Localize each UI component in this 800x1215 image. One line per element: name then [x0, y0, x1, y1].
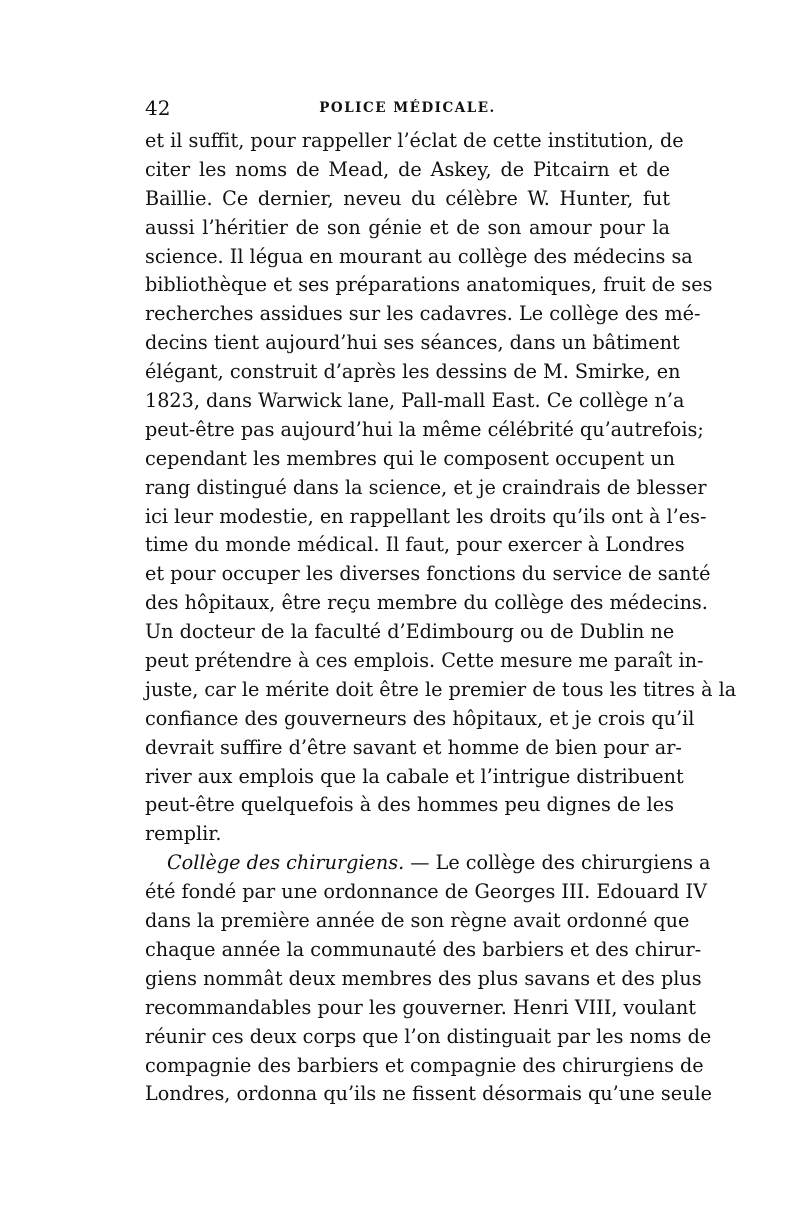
section-heading: Collège des chirurgiens. — [167, 851, 405, 875]
text-line: des hôpitaux, être reçu membre du collège des médecins. — [145, 591, 708, 615]
text-line: été fondé par une ordonnance de Georges III. Edouard IV — [145, 880, 707, 904]
text-line: decins tient aujourd’hui ses séances, dans un bâtiment — [145, 331, 680, 355]
text-line: recherches assidues sur les cadavres. Le collège des mé- — [145, 302, 701, 326]
text-line: cependant les membres qui le composent occupent un — [145, 446, 676, 470]
page-number: 42 — [145, 96, 171, 120]
page-header — [145, 96, 670, 126]
text-line: time du monde médical. Il faut, pour exercer à Londres — [145, 533, 685, 557]
text-line: science. Il légua en mourant au collège des médecins sa — [145, 244, 693, 268]
text-line: et pour occuper les diverses fonctions du service de santé — [145, 562, 711, 586]
text-line: 1823, dans Warwick lane, Pall-mall East. Ce collège n’a — [145, 389, 685, 413]
text-line: juste, car le mérite doit être le premier de tous les titres à la — [145, 677, 737, 701]
text-line: devrait suffire d’être savant et homme de bien pour ar- — [145, 735, 682, 759]
text-line: giens nommât deux membres des plus savans et des plus — [145, 966, 702, 990]
text-line: chaque année la communauté des barbiers et des chirur- — [145, 937, 702, 961]
text-line: river aux emplois que la cabale et l’intrigue distribuent — [145, 764, 684, 788]
section-first-line — [145, 849, 711, 878]
text-line: Londres, ordonna qu’ils ne fissent désormais qu’une seule — [145, 1082, 712, 1106]
text-line: aussi l’héritier de son génie et de son amour pour la — [145, 215, 670, 239]
text-line: confiance des gouverneurs des hôpitaux, et je crois qu’il — [145, 706, 695, 730]
text-line: peut-être quelquefois à des hommes peu dignes de les — [145, 793, 674, 817]
paragraph-end-line: remplir. — [145, 822, 222, 846]
text-line: et il suffit, pour rappeller l’éclat de cette institution, de — [145, 129, 684, 152]
body-text — [145, 127, 737, 1109]
section-first-line-text: — Le collège des chirurgiens a — [404, 851, 711, 875]
text-line: élégant, construit d’après les dessins de M. Smirke, en — [145, 360, 681, 384]
text-line: rang distingué dans la science, et je craindrais de blesser — [145, 475, 707, 499]
text-line: Un docteur de la faculté d’Edimbourg ou de Dublin ne — [145, 620, 675, 644]
running-head: POLICE MÉDICALE. — [319, 100, 496, 116]
text-line: citer les noms de Mead, de Askey, de Pitcairn et de — [145, 157, 670, 181]
text-line: peut prétendre à ces emplois. Cette mesure me paraît in- — [145, 649, 704, 673]
text-line: recommandables pour les gouverner. Henri VIII, voulant — [145, 995, 696, 1019]
text-line: dans la première année de son règne avait ordonné que — [145, 909, 690, 933]
text-line: bibliothèque et ses préparations anatomiques, fruit de ses — [145, 273, 713, 297]
text-line: ici leur modestie, en rappellant les droits qu’ils ont à l’es- — [145, 504, 707, 528]
text-line: compagnie des barbiers et compagnie des chirurgiens de — [145, 1053, 704, 1077]
text-line: Baillie. Ce dernier, neveu du célèbre W. Hunter, fut — [145, 186, 670, 210]
text-line: réunir ces deux corps que l’on distinguait par les noms de — [145, 1024, 712, 1048]
text-line: peut-être pas aujourd’hui la même célébrité qu’autrefois; — [145, 417, 704, 441]
